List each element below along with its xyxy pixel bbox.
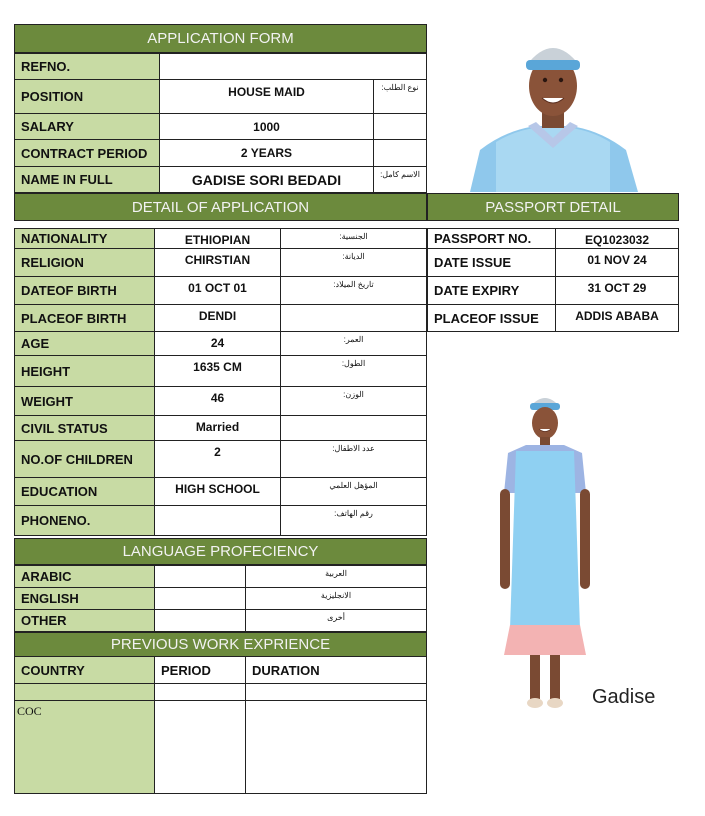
language-arabic-label: الانجليزية [245, 587, 427, 610]
work-country-header: COUNTRY [14, 656, 155, 684]
passport-value: 01 NOV 24 [555, 248, 679, 277]
detail-value: 24 [154, 331, 281, 356]
position-label: POSITION [14, 79, 160, 114]
name-arabic-label: الاسم كامل: [373, 166, 427, 193]
full-body-photo [496, 393, 594, 715]
detail-arabic-label: الطول: [280, 355, 427, 387]
salary-label: SALARY [14, 113, 160, 140]
passport-title: PASSPORT DETAIL [485, 198, 621, 216]
salary-value: 1000 [159, 113, 374, 140]
language-header [14, 538, 427, 565]
work-header [14, 632, 427, 657]
work-period-header: PERIOD [154, 656, 246, 684]
detail-value: DENDI [154, 304, 281, 332]
language-label: ARABIC [14, 565, 155, 588]
passport-value: 31 OCT 29 [555, 276, 679, 305]
coc-period-cell [154, 700, 246, 794]
detail-title: DETAIL OF APPLICATION [131, 198, 310, 216]
contract-period-label: CONTRACT PERIOD [14, 139, 160, 167]
refno-label: REFNO. [14, 53, 160, 80]
passport-header [427, 193, 679, 221]
language-title: LANGUAGE PROFECIENCY [122, 543, 319, 560]
detail-arabic-label [280, 415, 427, 441]
passport-value: EQ1023032 [555, 228, 679, 249]
detail-value: ETHIOPIAN [154, 228, 281, 249]
detail-label: PHONENO. [14, 505, 155, 536]
portrait-photo [466, 30, 640, 192]
detail-label: EDUCATION [14, 477, 155, 506]
contract-period-value: 2 YEARS [159, 139, 374, 167]
detail-value: Married [154, 415, 281, 441]
position-value: HOUSE MAID [159, 79, 374, 114]
language-label: OTHER [14, 609, 155, 632]
salary-extra-cell [373, 113, 427, 140]
detail-value: 01 OCT 01 [154, 276, 281, 305]
detail-value: HIGH SCHOOL [154, 477, 281, 506]
language-label: ENGLISH [14, 587, 155, 610]
passport-label: PLACEOF ISSUE [427, 304, 556, 332]
work-duration-header: DURATION [245, 656, 427, 684]
detail-arabic-label: رقم الهاتف: [280, 505, 427, 536]
detail-label: NATIONALITY [14, 228, 155, 249]
detail-arabic-label: عدد الاطفال: [280, 440, 427, 478]
detail-arabic-label: الديانة: [280, 248, 427, 277]
detail-arabic-label: تاريخ الميلاد: [280, 276, 427, 305]
detail-value [154, 505, 281, 536]
detail-label: WEIGHT [14, 386, 155, 416]
refno-value [159, 53, 427, 80]
detail-label: PLACEOF BIRTH [14, 304, 155, 332]
detail-value: 46 [154, 386, 281, 416]
coc-cell: COC [14, 700, 155, 794]
passport-label: DATE ISSUE [427, 248, 556, 277]
detail-arabic-label: المؤهل العلمي [280, 477, 427, 506]
detail-label: NO.OF CHILDREN [14, 440, 155, 478]
passport-label: PASSPORT NO. [427, 228, 556, 249]
form-title: APPLICATION FORM [147, 30, 294, 47]
signature-name: Gadise [592, 686, 656, 708]
passport-label: DATE EXPIRY [427, 276, 556, 305]
detail-value: 2 [154, 440, 281, 478]
language-arabic-label: العربية [245, 565, 427, 588]
work-title: PREVIOUS WORK EXPRIENCE [110, 636, 331, 653]
language-level-cell [154, 609, 246, 632]
detail-label: HEIGHT [14, 355, 155, 387]
language-level-cell [154, 565, 246, 588]
detail-arabic-label [280, 304, 427, 332]
detail-arabic-label: الوزن: [280, 386, 427, 416]
detail-header [14, 193, 427, 221]
detail-label: AGE [14, 331, 155, 356]
work-country-cell [14, 683, 155, 701]
language-arabic-label: أخرى [245, 609, 427, 632]
detail-arabic-label: الجنسية: [280, 228, 427, 249]
position-arabic-label: نوع الطلب: [373, 79, 427, 114]
detail-label: CIVIL STATUS [14, 415, 155, 441]
work-duration-cell [245, 683, 427, 701]
detail-value: 1635 CM [154, 355, 281, 387]
contract-extra-cell [373, 139, 427, 167]
application-form-header [14, 24, 427, 53]
detail-arabic-label: العمر: [280, 331, 427, 356]
name-label: NAME IN FULL [14, 166, 160, 193]
work-period-cell [154, 683, 246, 701]
language-level-cell [154, 587, 246, 610]
name-value: GADISE SORI BEDADI [159, 166, 374, 193]
detail-label: RELIGION [14, 248, 155, 277]
coc-duration-cell [245, 700, 427, 794]
passport-value: ADDIS ABABA [555, 304, 679, 332]
detail-label: DATEOF BIRTH [14, 276, 155, 305]
detail-value: CHIRSTIAN [154, 248, 281, 277]
